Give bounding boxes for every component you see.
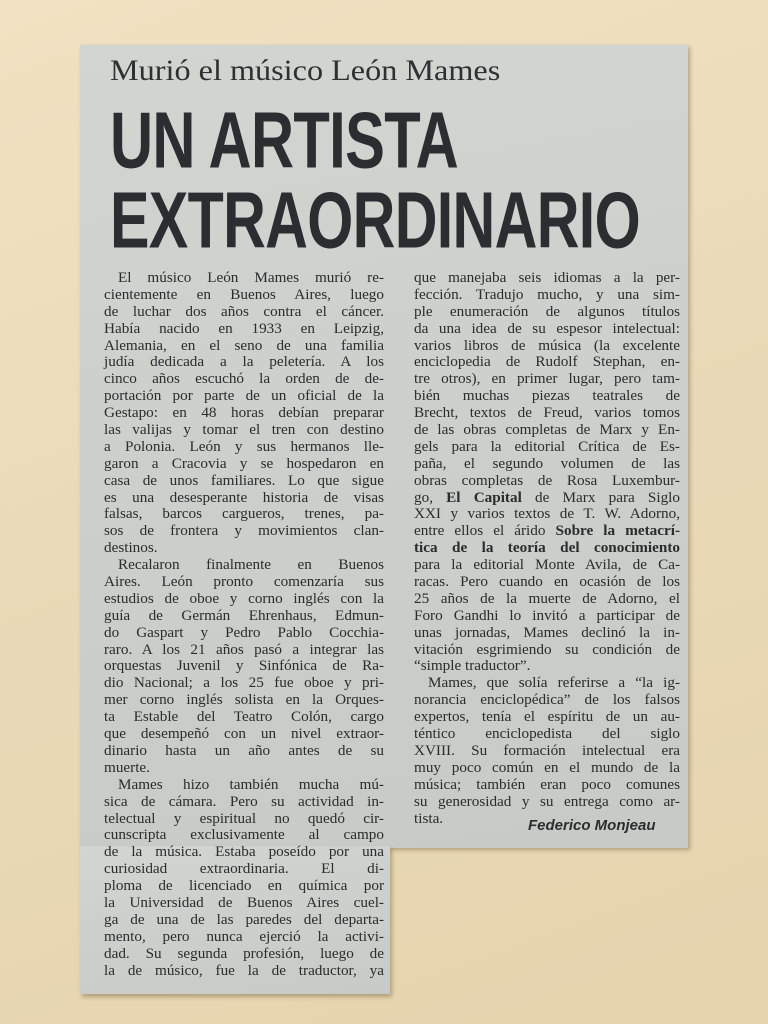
article-column-left bbox=[104, 270, 384, 979]
text-line: cunscripta exclusivamente al campo bbox=[104, 826, 384, 844]
text-line: Foro Gandhi lo invitó a participar de bbox=[414, 606, 680, 624]
text-line: falsas, barcos cargueros, trenes, pa- bbox=[104, 505, 384, 523]
text-line: guía de Germán Ehrenhaus, Edmun- bbox=[104, 606, 384, 624]
text-line: la Universidad de Buenos Aires cuel- bbox=[104, 893, 384, 911]
text-line: garon a Cracovia y se hospedaron en bbox=[104, 454, 384, 472]
text-line: telectual y espiritual no quedó cir- bbox=[104, 809, 384, 827]
text-line: da una idea de su espesor intelectual: bbox=[414, 319, 680, 337]
text-line: Mames, que solía referirse a “la ig- bbox=[428, 674, 680, 692]
text-line: téntico enciclopedista del siglo bbox=[414, 725, 680, 743]
text-line: tista. bbox=[414, 809, 444, 827]
text-line: curiosidad extraordinaria. El di- bbox=[104, 860, 384, 878]
text-segment: go, bbox=[414, 488, 447, 506]
text-line: portación por parte de un oficial de la bbox=[104, 387, 384, 405]
text-line bbox=[414, 540, 680, 557]
text-line: do Gaspart y Pedro Pablo Cocchia- bbox=[104, 623, 384, 641]
text-line: sos de frontera y movimientos clan- bbox=[104, 522, 384, 540]
bold-title-text: tica de la teoría del conocimiento bbox=[414, 539, 680, 557]
text-line: dio Nacional; a los 25 fue oboe y pri- bbox=[104, 674, 384, 692]
text-line: de la música. Estaba poseído por una bbox=[104, 843, 384, 861]
text-line: ta Estable del Teatro Colón, cargo bbox=[104, 708, 384, 726]
text-line: “simple traductor”. bbox=[414, 657, 531, 675]
text-line: Aires. León pronto comenzaría sus bbox=[104, 573, 384, 591]
author-byline: Federico Monjeau bbox=[528, 817, 656, 834]
text-line: norancia enciclopédica” de los falsos bbox=[414, 691, 680, 709]
text-line: de luchar dos años contra el cáncer. bbox=[104, 302, 384, 320]
text-line: a Polonia. León y sus hermanos lle- bbox=[104, 437, 384, 455]
text-line: Recalaron finalmente en Buenos bbox=[118, 556, 384, 574]
text-line: que desempeñó con un nivel extraor- bbox=[104, 725, 384, 743]
text-line: fección. Tradujo mucho, y una sim- bbox=[414, 285, 680, 303]
text-line: XXI y varios textos de T. W. Adorno, bbox=[414, 505, 680, 523]
text-segment: entre ellos el árido bbox=[414, 522, 556, 540]
text-line: su generosidad y su entrega como ar- bbox=[414, 792, 680, 810]
text-line: Mames hizo también mucha mú- bbox=[118, 775, 384, 793]
text-line: dad. Su segunda profesión, luego de bbox=[104, 944, 384, 962]
text-line: mento, pero nunca ejerció la activi- bbox=[104, 927, 384, 945]
text-line: ple enumeración de algunos títulos bbox=[414, 302, 680, 320]
text-line: sica de cámara. Pero su actividad in- bbox=[104, 792, 384, 810]
text-line: ploma de licenciado en química por bbox=[104, 877, 384, 895]
text-segment: de Marx para Siglo bbox=[521, 488, 680, 506]
text-line: las valijas y tomar el tren con destino bbox=[104, 421, 384, 439]
text-line: unas jornadas, Mames declinó la in- bbox=[414, 623, 680, 641]
headline-line-2: EXTRAORDINARIO bbox=[110, 174, 640, 265]
text-line: que manejaba seis idiomas a la per- bbox=[414, 269, 680, 286]
text-line: bién muchas piezas teatrales de bbox=[414, 387, 680, 405]
text-line: muy poco común en el mundo de la bbox=[414, 758, 680, 776]
headline-line-1: UN ARTISTA bbox=[110, 94, 459, 185]
text-line: mer corno inglés solista en la Orques- bbox=[104, 691, 384, 709]
text-line: expertos, tenía el espíritu de un au- bbox=[414, 708, 680, 726]
text-line: música; también eran poco comunes bbox=[414, 775, 680, 793]
bold-title-text: El Capital bbox=[446, 488, 522, 506]
article-column-right bbox=[414, 270, 680, 827]
text-line: vitación esgrimiendo su condición de bbox=[414, 640, 680, 658]
text-line bbox=[414, 490, 680, 507]
text-line: Gestapo: en 48 horas debían preparar bbox=[104, 404, 384, 422]
text-line: 25 años de la muerte de Adorno, el bbox=[414, 589, 680, 607]
text-line: para la editorial Monte Avila, de Ca- bbox=[414, 556, 680, 574]
text-line: judía dedicada a la peletería. A los bbox=[104, 353, 384, 371]
text-line: ga de una de las paredes del departa- bbox=[104, 910, 384, 928]
text-line: cinco años escuchó la orden de de- bbox=[104, 370, 384, 388]
text-line: la de músico, fue la de traductor, ya bbox=[104, 961, 384, 979]
text-line: de las obras completas de Marx y En- bbox=[414, 421, 680, 439]
text-line: gels para la editorial Crítica de Es- bbox=[414, 437, 680, 455]
text-line: obras completas de Rosa Luxembur- bbox=[414, 471, 680, 489]
text-line: es una desesperante historia de visas bbox=[104, 488, 384, 506]
text-line: paña, el segundo volumen de las bbox=[414, 454, 680, 472]
bold-title-text: Sobre la metacrí- bbox=[555, 522, 681, 540]
text-line: Había nacido en 1933 en Leipzig, bbox=[104, 319, 384, 337]
text-line: dinario hasta un año antes de su bbox=[104, 741, 384, 759]
text-line: Brecht, textos de Freud, varios tomos bbox=[414, 404, 680, 422]
text-line: varios libros de música (la excelente bbox=[414, 336, 680, 354]
text-line: destinos. bbox=[104, 539, 158, 557]
text-line: estudios de oboe y corno inglés con la bbox=[104, 589, 384, 607]
text-line: tre otros), en primer lugar, pero tam- bbox=[414, 370, 680, 388]
text-line: casa de unos familiares. Lo que sigue bbox=[104, 471, 384, 489]
text-line: El músico León Mames murió re- bbox=[118, 269, 384, 286]
text-line: XVIII. Su formación intelectual era bbox=[414, 741, 680, 759]
article-kicker: Murió el músico León Mames bbox=[110, 54, 501, 87]
text-line bbox=[414, 523, 680, 540]
text-line: muerte. bbox=[104, 758, 150, 776]
text-line: racas. Pero cuando en ocasión de los bbox=[414, 573, 680, 591]
text-line: cientemente en Buenos Aires, luego bbox=[104, 285, 384, 303]
text-line: raro. A los 21 años pasó a integrar las bbox=[104, 640, 384, 658]
text-line: enciclopedia de Rudolf Stephan, en- bbox=[414, 353, 680, 371]
text-line: Alemania, en el seno de una familia bbox=[104, 336, 384, 354]
text-line: orquestas Juvenil y Sinfónica de Ra- bbox=[104, 657, 384, 675]
